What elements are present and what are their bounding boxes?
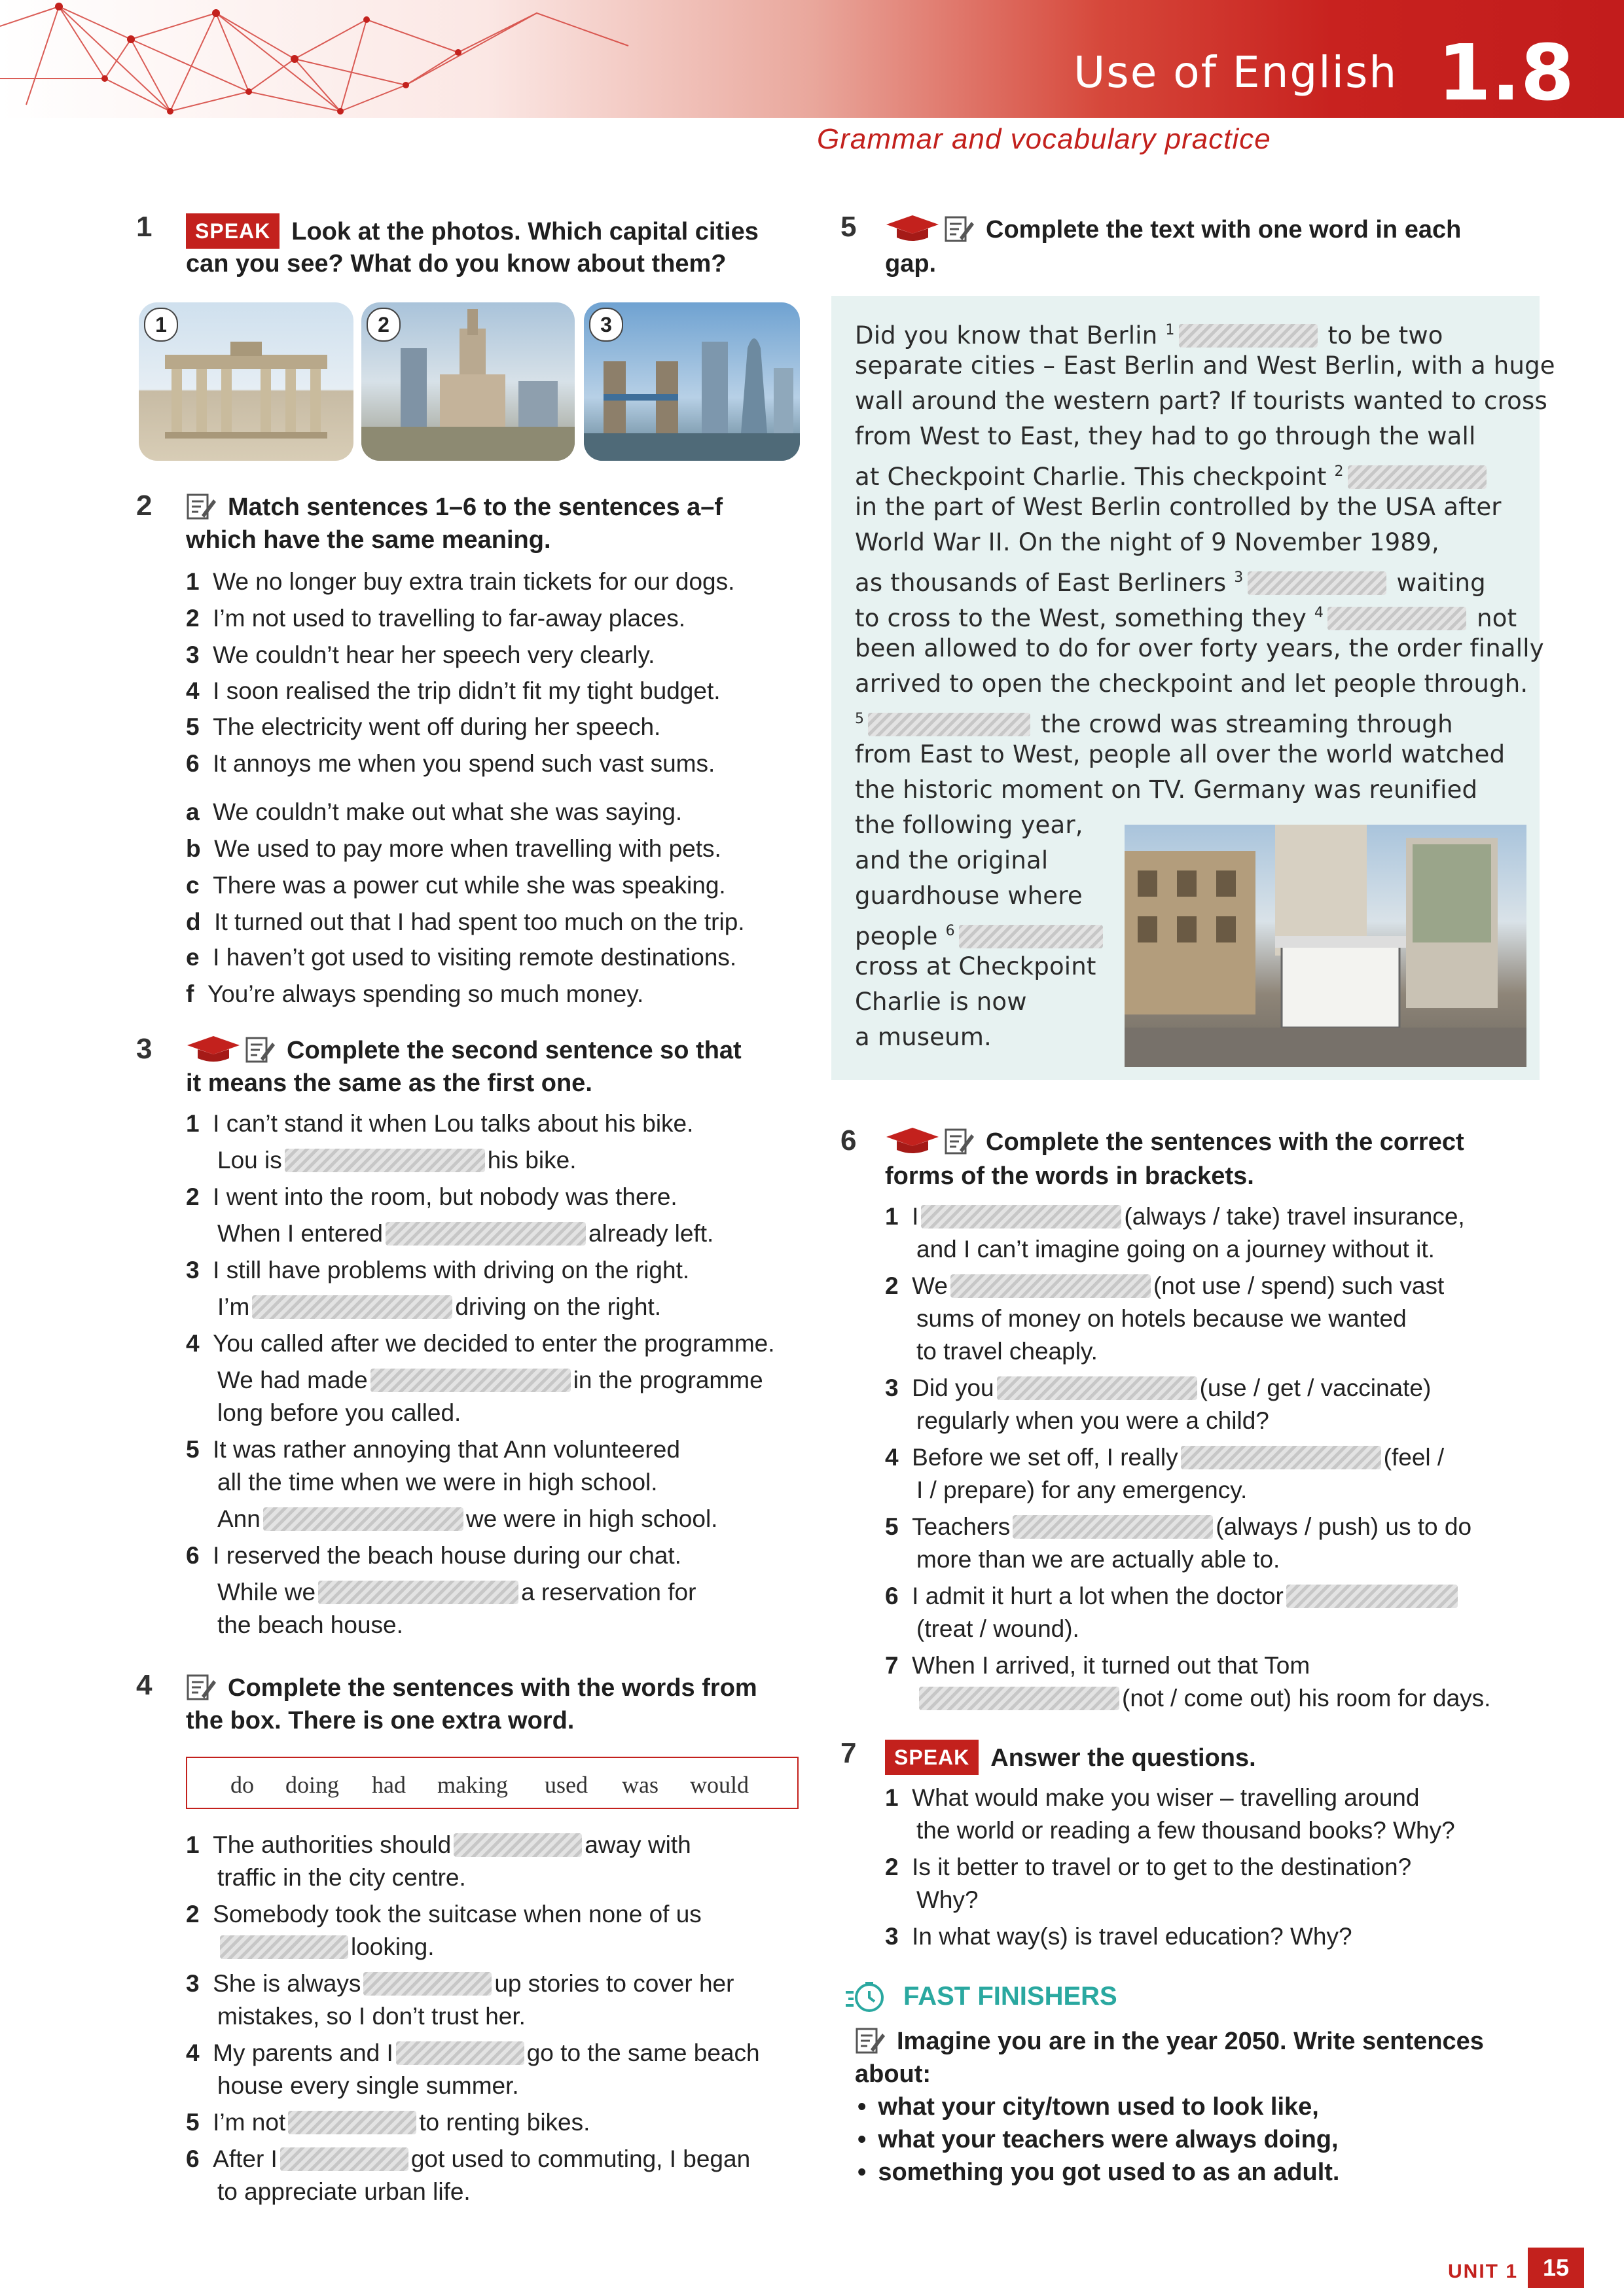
text-line: people $^6$: [855, 915, 1106, 953]
box-word: do: [230, 1772, 254, 1798]
grammar-cap-icon: [885, 1126, 940, 1155]
ex6-item: 4 Before we set off, I really (feel /: [885, 1444, 1445, 1471]
ex6-instruction: Complete the sentences with the correct: [885, 1126, 1464, 1158]
ex4-item-cont: looking.: [217, 1931, 435, 1964]
ex3-instruction: Complete the second sentence so that: [186, 1034, 742, 1067]
fast-finishers-bullet: • what your city/town used to look like,: [857, 2093, 1319, 2121]
answer-gap[interactable]: [921, 1205, 1121, 1229]
ex7-instruction: SPEAK Answer the questions.: [885, 1740, 1256, 1775]
answer-gap[interactable]: [1248, 571, 1386, 595]
text-line: from East to West, people all over the world watched: [855, 740, 1506, 768]
speak-label: SPEAK: [186, 213, 280, 249]
ex7-item: 2 Is it better to travel or to get to the destination?: [885, 1854, 1412, 1880]
ex2-item: 1 We no longer buy extra train tickets for our dogs.: [186, 568, 735, 595]
photo-checkpoint-charlie: [1125, 825, 1526, 1067]
grammar-cap-icon: [186, 1035, 241, 1064]
ex6-item: 7 When I arrived, it turned out that Tom: [885, 1652, 1310, 1679]
answer-gap[interactable]: [1179, 324, 1318, 348]
ex5-instruction-2: gap.: [885, 250, 937, 278]
answer-gap[interactable]: [1327, 607, 1466, 630]
ex1-instruction: SPEAK Look at the photos. Which capital cities: [186, 213, 759, 249]
text-line: from West to East, they had to go through the wall: [855, 422, 1476, 450]
text-line: guardhouse where: [855, 882, 1083, 910]
text-line: cross at Checkpoint: [855, 952, 1096, 980]
ex2-letter-item: d It turned out that I had spent too much on the trip.: [186, 908, 745, 935]
fast-finishers-heading: FAST FINISHERS: [903, 1982, 1117, 2011]
ex2-item: 6 It annoys me when you spend such vast sums.: [186, 750, 715, 777]
ex7-item-cont: Why?: [916, 1886, 979, 1913]
ex3-item-rewrite: Ann we were in high school.: [217, 1505, 718, 1532]
ex4-item: 6 After I got used to commuting, I began: [186, 2145, 751, 2172]
ex2-letter-item: a We couldn’t make out what she was saying.: [186, 798, 683, 825]
box-word: would: [690, 1772, 749, 1798]
answer-gap[interactable]: [959, 925, 1103, 948]
ex3-instruction-2: it means the same as the first one.: [186, 1069, 592, 1097]
text-line: World War II. On the night of 9 November 1989,: [855, 528, 1439, 556]
ex6-item-cont: more than we are actually able to.: [916, 1546, 1280, 1573]
ex6-item-cont: (treat / wound).: [916, 1615, 1079, 1642]
ex7-item-cont: the world or reading a few thousand books? Why?: [916, 1817, 1455, 1844]
ex6-item-cont: I / prepare) for any emergency.: [916, 1477, 1248, 1503]
network-pattern: [0, 0, 655, 118]
ex6-item-cont: regularly when you were a child?: [916, 1407, 1269, 1434]
answer-gap[interactable]: [1013, 1515, 1213, 1539]
answer-gap[interactable]: [868, 713, 1030, 736]
ex6-instruction-2: forms of the words in brackets.: [885, 1162, 1254, 1190]
ex3-item: 3 I still have problems with driving on the right.: [186, 1257, 690, 1283]
ex2-letter-item: e I haven’t got used to visiting remote destinations.: [186, 944, 737, 971]
photo-number: 2: [367, 308, 401, 342]
ex6-item: 2 We (not use / spend) such vast: [885, 1272, 1445, 1299]
ex6-item: 1 I (always / take) travel insurance,: [885, 1203, 1465, 1230]
ex7-item: 1 What would make you wiser – travelling around: [885, 1784, 1420, 1811]
photo-london: [584, 302, 800, 461]
ex3-item-rewrite: When I entered already left.: [217, 1220, 714, 1247]
text-line: the following year,: [855, 811, 1083, 839]
ex6-number: 6: [840, 1124, 857, 1157]
ex6-item-cont: sums of money on hotels because we wanted: [916, 1305, 1407, 1332]
answer-gap[interactable]: [263, 1507, 463, 1531]
ex2-item: 2 I’m not used to travelling to far-away places.: [186, 605, 685, 632]
text-line: arrived to open the checkpoint and let people through.: [855, 670, 1528, 698]
answer-gap[interactable]: [288, 2111, 416, 2134]
ex5-number: 5: [840, 211, 857, 243]
section-title: Use of English: [1074, 47, 1398, 98]
ex3-item-cont: all the time when we were in high school.: [217, 1469, 658, 1496]
answer-gap[interactable]: [950, 1274, 1151, 1298]
ex3-item: 2 I went into the room, but nobody was there.: [186, 1183, 677, 1210]
photo-number: 1: [144, 308, 178, 342]
word-box: [186, 1757, 799, 1809]
ex2-letter-item: c There was a power cut while she was speaking.: [186, 872, 726, 899]
photo-warsaw: [361, 302, 575, 461]
answer-gap[interactable]: [220, 1935, 348, 1959]
speak-label: SPEAK: [885, 1740, 979, 1775]
text-line: the historic moment on TV. Germany was reunified: [855, 776, 1478, 804]
ex4-item: 2 Somebody took the suitcase when none of us: [186, 1901, 702, 1928]
section-subtitle: Grammar and vocabulary practice: [817, 123, 1271, 155]
ex2-instruction: Match sentences 1–6 to the sentences a–f: [186, 491, 723, 524]
answer-gap[interactable]: [1348, 465, 1487, 489]
fast-finishers-instruction-2: about:: [855, 2060, 931, 2088]
ex2-letter-item: b We used to pay more when travelling with pets.: [186, 835, 721, 862]
write-icon: [944, 1126, 974, 1157]
ex4-item: 1 The authorities should away with: [186, 1831, 691, 1858]
write-icon: [186, 492, 216, 522]
answer-gap[interactable]: [919, 1687, 1119, 1710]
unit-label: UNIT 1: [1448, 2261, 1519, 2282]
photo-brandenburg-gate: [139, 302, 353, 461]
ex4-item: 4 My parents and I go to the same beach: [186, 2039, 760, 2066]
text-line: in the part of West Berlin controlled by the USA after: [855, 493, 1502, 521]
ex4-item-cont: to appreciate urban life.: [217, 2178, 471, 2205]
write-icon: [245, 1035, 275, 1065]
text-line: wall around the western part? If tourists wanted to cross: [855, 387, 1547, 415]
ex3-item-rewrite: Lou is his bike.: [217, 1147, 577, 1174]
write-icon: [944, 214, 974, 244]
ex1-instruction-2: can you see? What do you know about them?: [186, 250, 727, 278]
ex6-item-cont: to travel cheaply.: [916, 1338, 1098, 1365]
ex2-item: 5 The electricity went off during her speech.: [186, 713, 661, 740]
ex4-instruction-2: the box. There is one extra word.: [186, 1707, 575, 1734]
text-line: been allowed to do for over forty years, the order finally: [855, 634, 1544, 662]
ex3-item-rewrite-cont: long before you called.: [217, 1399, 461, 1426]
answer-gap[interactable]: [363, 1972, 492, 1996]
ex2-instruction-2: which have the same meaning.: [186, 526, 551, 554]
ex2-letter-item: f You’re always spending so much money.: [186, 980, 644, 1007]
text-line: a museum.: [855, 1023, 992, 1051]
answer-gap[interactable]: [454, 1833, 582, 1857]
answer-gap[interactable]: [252, 1295, 452, 1319]
ex5-instruction: Complete the text with one word in each: [885, 213, 1461, 246]
fast-finishers-bullet: • something you got used to as an adult.: [857, 2159, 1340, 2186]
answer-gap[interactable]: [396, 2041, 524, 2065]
ex6-item-cont: and I can’t imagine going on a journey without it.: [916, 1236, 1435, 1263]
ex4-instruction: Complete the sentences with the words from: [186, 1672, 757, 1704]
text-line: and the original: [855, 846, 1049, 874]
ex4-number: 4: [136, 1669, 153, 1701]
ex3-item: 1 I can’t stand it when Lou talks about his bike.: [186, 1110, 694, 1137]
text-line: to cross to the West, something they $^4$ not: [855, 604, 1517, 632]
photo-number: 3: [589, 308, 623, 342]
page-number: 15: [1528, 2248, 1584, 2288]
ex6-item: 6 I admit it hurt a lot when the doctor: [885, 1580, 1460, 1613]
answer-gap[interactable]: [997, 1376, 1197, 1400]
fast-finishers-bullet: • what your teachers were always doing,: [857, 2126, 1339, 2153]
write-icon: [855, 2026, 885, 2056]
box-word: used: [545, 1772, 588, 1798]
answer-gap[interactable]: [386, 1222, 586, 1246]
ex2-item: 4 I soon realised the trip didn’t fit my tight budget.: [186, 677, 721, 704]
ex4-item-cont: mistakes, so I don’t trust her.: [217, 2003, 526, 2030]
text-line: Charlie is now: [855, 988, 1027, 1016]
text-line: separate cities – East Berlin and West Berlin, with a huge: [855, 351, 1555, 380]
ex3-item: 5 It was rather annoying that Ann volunteered: [186, 1436, 680, 1463]
ex4-item-cont: traffic in the city centre.: [217, 1864, 466, 1891]
grammar-cap-icon: [885, 214, 940, 243]
ex3-item: 4 You called after we decided to enter the programme.: [186, 1330, 775, 1357]
box-word: had: [372, 1772, 406, 1798]
text-line: at Checkpoint Charlie. This checkpoint $^2$: [855, 456, 1489, 493]
ex4-item: 5 I’m not to renting bikes.: [186, 2109, 590, 2136]
fast-finishers-instruction: Imagine you are in the year 2050. Write sentences: [855, 2025, 1484, 2058]
answer-gap[interactable]: [280, 2147, 408, 2171]
ex7-item: 3 In what way(s) is travel education? Why?: [885, 1923, 1352, 1950]
ex6-item: 5 Teachers (always / push) us to do: [885, 1513, 1472, 1540]
text-line: Did you know that Berlin $^1$ to be two: [855, 321, 1443, 350]
box-word: was: [622, 1772, 659, 1798]
ex4-item-cont: house every single summer.: [217, 2072, 519, 2099]
stopwatch-icon: [844, 1979, 886, 2015]
text-line: as thousands of East Berliners $^3$ waiting: [855, 569, 1486, 597]
ex6-item: 3 Did you (use / get / vaccinate): [885, 1374, 1432, 1401]
ex3-item-rewrite-cont: the beach house.: [217, 1611, 403, 1638]
write-icon: [186, 1672, 216, 1702]
ex3-item: 6 I reserved the beach house during our chat.: [186, 1542, 681, 1569]
ex4-item: 3 She is always up stories to cover her: [186, 1970, 734, 1997]
text-line: $^5$ the crowd was streaming through: [855, 710, 1453, 738]
ex3-item-rewrite: I’m driving on the right.: [217, 1293, 662, 1320]
box-word: making: [437, 1772, 508, 1798]
answer-gap[interactable]: [285, 1149, 485, 1172]
box-word: doing: [285, 1772, 340, 1798]
section-number: 1.8: [1437, 27, 1575, 118]
ex3-item-rewrite: We had made in the programme: [217, 1367, 763, 1393]
ex2-number: 2: [136, 490, 153, 522]
ex2-item: 3 We couldn’t hear her speech very clearly.: [186, 641, 655, 668]
answer-gap[interactable]: [1181, 1446, 1381, 1469]
ex6-item-cont: (not / come out) his room for days.: [916, 1682, 1490, 1715]
ex3-item-rewrite: While we a reservation for: [217, 1579, 696, 1605]
answer-gap[interactable]: [370, 1369, 571, 1392]
ex1-number: 1: [136, 211, 153, 243]
answer-gap[interactable]: [318, 1581, 518, 1604]
checkpoint-charlie-icon: [1125, 825, 1526, 1067]
ex7-number: 7: [840, 1737, 857, 1769]
answer-gap[interactable]: [1286, 1585, 1458, 1608]
ex3-number: 3: [136, 1033, 153, 1065]
